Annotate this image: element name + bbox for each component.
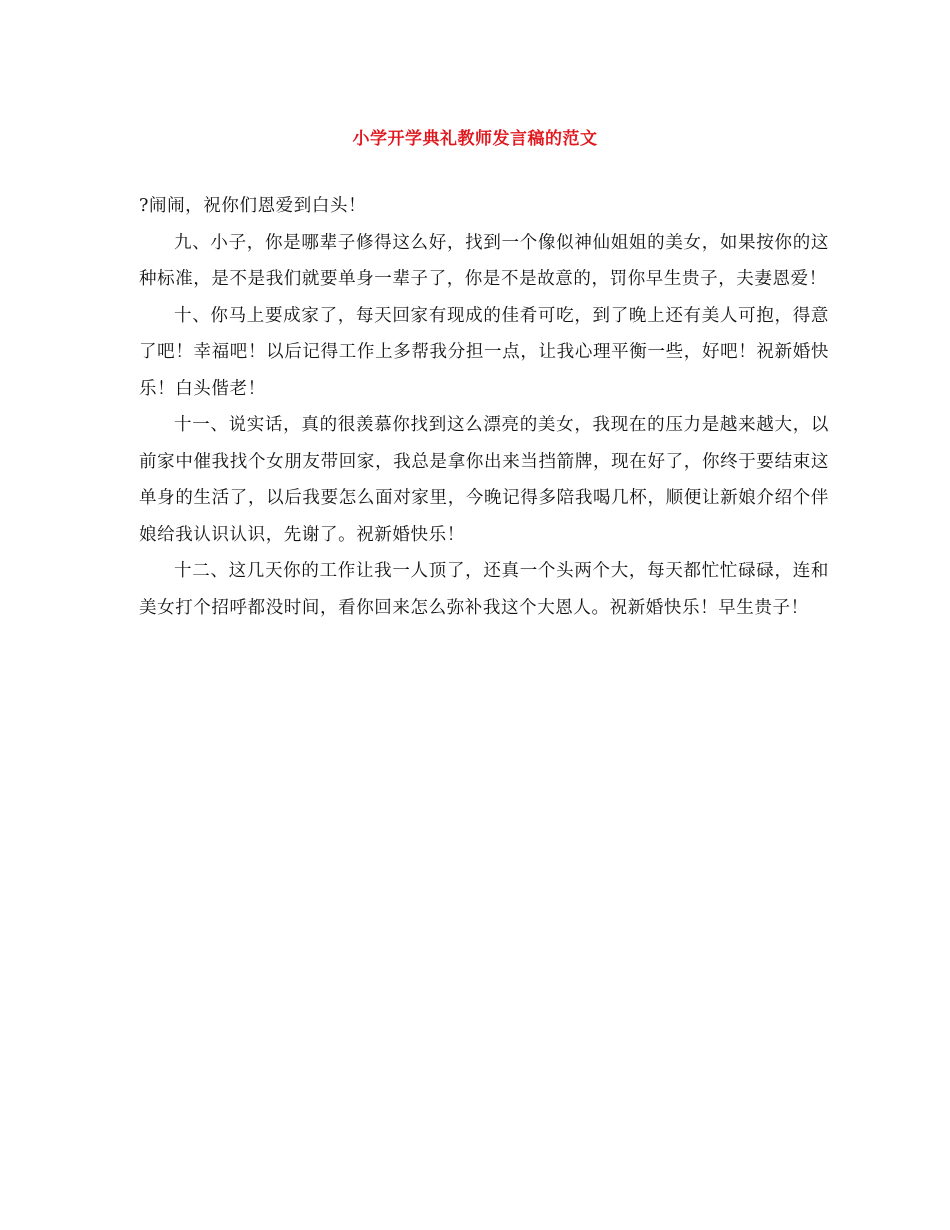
paragraph-3: 十一、说实话，真的很羡慕你找到这么漂亮的美女，我现在的压力是越来越大，以前家中催我找个女朋友带回家，我总是拿你出来当挡箭牌，现在好了，你终于要结束这单身的生活了，以后我要怎么面对家里，今晚记得多陪我喝几杯，顺便让新娘介绍个伴娘给我认识认识，先谢了。祝新婚快乐！	[139, 415, 829, 545]
paragraph-4: 十二、这几天你的工作让我一人顶了，还真一个头两个大，每天都忙忙碌碌，连和美女打个招呼都没时间，看你回来怎么弥补我这个大恩人。祝新婚快乐！早生贵子！	[139, 561, 829, 618]
document-body	[139, 188, 829, 626]
paragraph-0: ?闹闹，祝你们恩爱到白头！	[139, 196, 367, 216]
paragraph-2: 十、你马上要成家了，每天回家有现成的佳肴可吃，到了晚上还有美人可抱，得意了吧！幸福吧！以后记得工作上多帮我分担一点，让我心理平衡一些，好吧！祝新婚快乐！白头偕老！	[139, 305, 829, 399]
document-title: 小学开学典礼教师发言稿的范文	[352, 129, 598, 149]
paragraph-1: 九、小子，你是哪辈子修得这么好，找到一个像似神仙姐姐的美女，如果按你的这种标准，是不是我们就要单身一辈子了，你是不是故意的，罚你早生贵子，夫妻恩爱！	[139, 232, 829, 289]
